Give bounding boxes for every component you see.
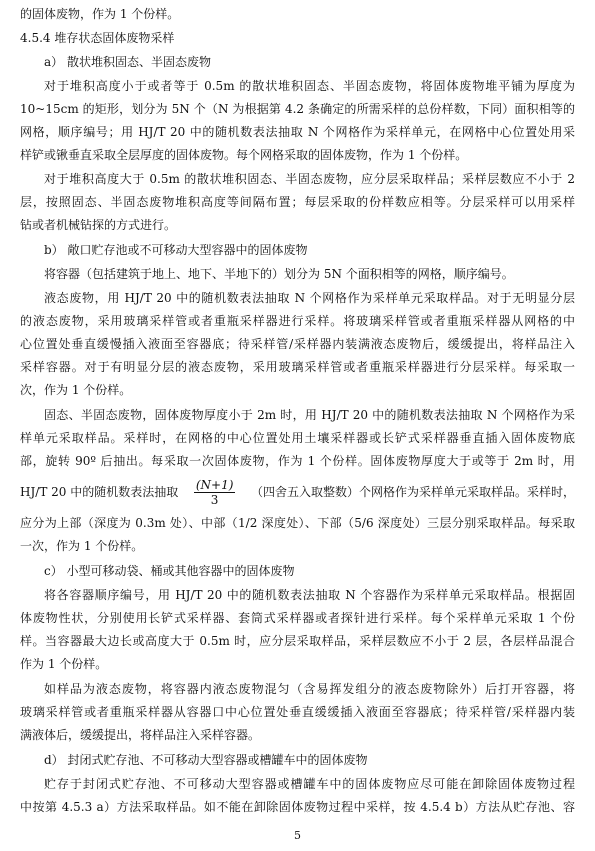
paragraph-line: 层，按照固态、半固态废物堆积高度等间隔布置；每层采取的份样数应相等。分层采样可以用采样 <box>20 195 575 209</box>
section-heading: 4.5.4 堆存状态固体废物采样 <box>20 31 175 45</box>
formula-text-before: HJ/T 20 中的随机数表法抽取 <box>20 485 179 499</box>
paragraph-line: 网格，顺序编号；用 HJ/T 20 中的随机数表法抽取 N 个网格作为采样单元，在网格中心位置处用采 <box>20 125 575 139</box>
paragraph-line: 对于堆积高度大于 0.5m 的散状堆积固态、半固态废物，应分层采取样品；采样层数应不小于 2 <box>44 172 575 186</box>
paragraph-line: 样。当容器最大边长或高度大于 0.5m 时，应分层采取样品，采样层数应不小于 2 层，各层样品混合 <box>20 634 575 648</box>
paragraph-line: 液态废物，用 HJ/T 20 中的随机数表法抽取 N 个网格作为采样单元采取样品。对于无明显分层 <box>44 291 575 305</box>
paragraph-line: 如样品为液态废物，将容器内液态废物混匀（含易挥发组分的液态废物除外）后打开容器，将 <box>44 682 575 696</box>
paragraph-line: 样铲或锹垂直采取全层厚度的固体废物。每个网格采取的固体废物，作为 1 个份样。 <box>20 148 468 162</box>
formula-line <box>20 474 575 510</box>
paragraph-line: 对于堆积高度小于或者等于 0.5m 的散状堆积固态、半固态废物，将固体废物堆平铺为厚度为 <box>44 79 575 93</box>
subsection-heading: d） 封闭式贮存池、不可移动大型容器或槽罐车中的固体废物 <box>44 753 368 767</box>
paragraph-line: 心位置处垂直缓慢插入液面至容器底；待采样管/采样器内装满液态废物后，缓缓提出，将样品注入 <box>20 337 575 351</box>
paragraph-line: 将各容器顺序编号，用 HJ/T 20 中的随机数表法抽取 N 个容器作为采样单元采取样品。根据固 <box>44 588 575 602</box>
page-number: 5 <box>294 829 301 842</box>
paragraph-line: 10~15cm 的矩形，划分为 5N 个（N 为根据第 4.2 条确定的所需采样的总份样数，下同）面积相等的 <box>20 102 575 116</box>
subsection-heading: a） 散状堆积固态、半固态废物 <box>44 55 211 69</box>
paragraph-line: 作为 1 个份样。 <box>20 657 108 671</box>
paragraph-line: 贮存于封闭式贮存池、不可移动大型容器或槽罐车中的固体废物应尽可能在卸除固体废物过程 <box>44 777 575 791</box>
subsection-heading: b） 敞口贮存池或不可移动大型容器中的固体废物 <box>44 243 308 257</box>
paragraph-line: 满液体后，缓缓提出，将样品注入采样容器。 <box>20 728 261 742</box>
paragraph-line: 采样容器。对于有明显分层的液态废物，采用玻璃采样管或者重瓶采样器进行分层采样。每采取一 <box>20 360 575 374</box>
paragraph-line: 的液态废物，采用玻璃采样管或者重瓶采样器进行采样。将玻璃采样管或者重瓶采样器从网格的中 <box>20 314 575 328</box>
paragraph-line: 体废物性状，分别使用长铲式采样器、套筒式采样器或者探针进行采样。每个采样单元采取 1 个份 <box>20 611 575 625</box>
paragraph-line: 钻或者机械钻探的方式进行。 <box>20 218 177 232</box>
paragraph-line: 一次，作为 1 个份样。 <box>20 539 144 553</box>
formula-text-after: （四舍五入取整数）个网格作为采样单元采取样品。采样时， <box>250 485 575 499</box>
subsection-heading: c） 小型可移动袋、桶或其他容器中的固体废物 <box>44 564 295 578</box>
paragraph-line: 中按第 4.5.3 a）方法采取样品。如不能在卸除固体废物过程中采样，按 4.5.4 b）方法从贮存池、容 <box>20 800 575 814</box>
paragraph-line: 部，旋转 90º 后抽出。每采取一次固体废物，作为 1 个份样。固体废物厚度大于或等于 2m 时，用 <box>20 454 575 468</box>
fraction <box>194 478 236 507</box>
paragraph-line: 将容器（包括建筑于地上、地下、半地下的）划分为 5N 个面积相等的网格，顺序编号。 <box>44 267 514 281</box>
fraction-denominator: 3 <box>210 492 219 507</box>
paragraph-line: 应分为上部（深度为 0.3m 处）、中部（1/2 深度处）、下部（5/6 深度处）三层分别采取样品。每采取 <box>20 516 575 530</box>
paragraph-line: 样单元采取样品。采样时，在网格的中心位置处用土壤采样器或长铲式采样器垂直插入固体废物底 <box>20 431 575 445</box>
paragraph-line: 的固体废物，作为 1 个份样。 <box>20 7 180 21</box>
paragraph-line: 次，作为 1 个份样。 <box>20 383 132 397</box>
paragraph-line: 玻璃采样管或者重瓶采样器从容器口中心位置处垂直缓缓插入液面至容器底；待采样管/采样器内装 <box>20 705 575 719</box>
paragraph-line: 固态、半固态废物，固体废物厚度小于 2m 时，用 HJ/T 20 中的随机数表法抽取 N 个网格作为采 <box>44 408 575 422</box>
fraction-numerator: (N+1) <box>195 477 234 492</box>
